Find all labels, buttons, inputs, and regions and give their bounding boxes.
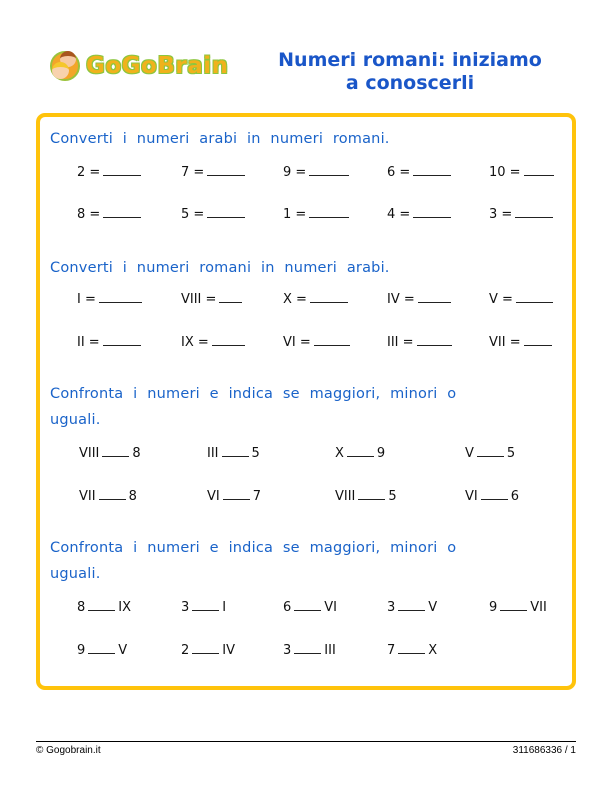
conversion-item xyxy=(181,163,245,180)
item-label: II = xyxy=(77,335,100,350)
comparison-blank[interactable] xyxy=(223,487,250,500)
footer-page-id: 311686336 / 1 xyxy=(512,745,576,756)
conversion-item xyxy=(387,333,452,350)
right-value: 8 xyxy=(132,446,141,461)
section-3-heading-cont: uguali. xyxy=(50,412,101,428)
right-value: VII xyxy=(530,600,547,615)
left-value: 3 xyxy=(181,600,190,615)
comparison-item xyxy=(283,598,337,615)
comparison-blank[interactable] xyxy=(192,598,219,611)
answer-blank[interactable] xyxy=(524,333,552,346)
answer-blank[interactable] xyxy=(417,333,452,346)
answer-blank[interactable] xyxy=(524,163,554,176)
answer-blank[interactable] xyxy=(314,333,350,346)
conversion-item xyxy=(489,163,554,180)
item-label: IX = xyxy=(181,335,209,350)
answer-blank[interactable] xyxy=(207,163,245,176)
conversion-item xyxy=(489,333,552,350)
conversion-item xyxy=(283,205,349,222)
conversion-item xyxy=(489,290,553,307)
left-value: 9 xyxy=(77,643,86,658)
conversion-item xyxy=(77,205,141,222)
item-label: III = xyxy=(387,335,414,350)
left-value: VI xyxy=(465,489,478,504)
comparison-blank[interactable] xyxy=(192,641,219,654)
comparison-blank[interactable] xyxy=(294,598,321,611)
section-4-heading: Confronta i numeri e indica se maggiori, minori o xyxy=(50,540,457,556)
section-4-heading-cont: uguali. xyxy=(50,566,101,582)
logo-text: GoGoBrain xyxy=(86,53,229,79)
left-value: 3 xyxy=(283,643,292,658)
conversion-item xyxy=(181,290,242,307)
comparison-item xyxy=(181,641,235,658)
right-value: IV xyxy=(222,643,236,658)
answer-blank[interactable] xyxy=(309,163,349,176)
right-value: V xyxy=(118,643,128,658)
right-value: IX xyxy=(118,600,132,615)
comparison-blank[interactable] xyxy=(358,487,385,500)
answer-blank[interactable] xyxy=(207,205,245,218)
conversion-item xyxy=(77,333,141,350)
conversion-item xyxy=(181,333,245,350)
item-label: V = xyxy=(489,292,513,307)
comparison-blank[interactable] xyxy=(398,598,425,611)
conversion-item xyxy=(77,290,142,307)
left-value: X xyxy=(335,446,344,461)
comparison-blank[interactable] xyxy=(88,641,115,654)
answer-blank[interactable] xyxy=(219,290,242,303)
left-value: 2 xyxy=(181,643,190,658)
section-2-heading: Converti i numeri romani in numeri arabi. xyxy=(50,260,390,276)
kids-faces-icon xyxy=(50,49,84,83)
page-title xyxy=(252,49,568,95)
answer-blank[interactable] xyxy=(515,205,553,218)
right-value: X xyxy=(428,643,438,658)
answer-blank[interactable] xyxy=(413,163,451,176)
conversion-item xyxy=(387,163,451,180)
item-label: 4 = xyxy=(387,207,411,222)
comparison-item xyxy=(335,444,385,461)
answer-blank[interactable] xyxy=(418,290,451,303)
right-value: 9 xyxy=(376,446,386,461)
left-value: VIII xyxy=(335,489,356,504)
answer-blank[interactable] xyxy=(103,333,141,346)
comparison-item xyxy=(77,598,131,615)
answer-blank[interactable] xyxy=(516,290,553,303)
item-label: 7 = xyxy=(181,165,205,180)
left-value: 9 xyxy=(489,600,498,615)
conversion-item xyxy=(283,290,348,307)
gogobrain-logo xyxy=(50,48,230,84)
section-3-heading: Confronta i numeri e indica se maggiori, minori o xyxy=(50,386,457,402)
comparison-item xyxy=(387,598,437,615)
section-1-heading: Converti i numeri arabi in numeri romani. xyxy=(50,131,390,147)
comparison-item xyxy=(79,487,137,504)
comparison-item xyxy=(465,444,515,461)
title-line-1: Numeri romani: iniziamo xyxy=(278,49,542,71)
comparison-blank[interactable] xyxy=(222,444,249,457)
conversion-item xyxy=(489,205,553,222)
comparison-blank[interactable] xyxy=(500,598,527,611)
item-label: VII = xyxy=(489,335,521,350)
item-label: VIII = xyxy=(181,292,217,307)
conversion-item xyxy=(387,205,451,222)
left-value: III xyxy=(207,446,219,461)
footer-divider xyxy=(36,741,576,742)
comparison-blank[interactable] xyxy=(88,598,115,611)
right-value: 8 xyxy=(128,489,137,504)
right-value: 7 xyxy=(252,489,262,504)
comparison-blank[interactable] xyxy=(477,444,504,457)
left-value: V xyxy=(465,446,474,461)
comparison-blank[interactable] xyxy=(398,641,425,654)
comparison-item xyxy=(207,487,261,504)
comparison-item xyxy=(181,598,226,615)
footer-copyright: © Gogobrain.it xyxy=(36,745,101,756)
answer-blank[interactable] xyxy=(310,290,348,303)
right-value: 5 xyxy=(388,489,397,504)
left-value: 3 xyxy=(387,600,396,615)
item-label: 3 = xyxy=(489,207,513,222)
comparison-item xyxy=(79,444,141,461)
comparison-blank[interactable] xyxy=(102,444,129,457)
comparison-item xyxy=(465,487,519,504)
title-line-2: a conoscerli xyxy=(345,72,475,94)
right-value: 6 xyxy=(510,489,520,504)
comparison-item xyxy=(207,444,260,461)
conversion-item xyxy=(283,163,349,180)
item-label: 2 = xyxy=(77,165,101,180)
item-label: 10 = xyxy=(489,165,521,180)
answer-blank[interactable] xyxy=(413,205,451,218)
answer-blank[interactable] xyxy=(309,205,349,218)
answer-blank[interactable] xyxy=(103,163,141,176)
item-label: I = xyxy=(77,292,96,307)
item-label: 9 = xyxy=(283,165,307,180)
answer-blank[interactable] xyxy=(103,205,141,218)
item-label: 6 = xyxy=(387,165,411,180)
comparison-blank[interactable] xyxy=(347,444,374,457)
right-value: III xyxy=(324,643,336,658)
right-value: 5 xyxy=(506,446,516,461)
item-label: 8 = xyxy=(77,207,101,222)
answer-blank[interactable] xyxy=(99,290,142,303)
left-value: VIII xyxy=(79,446,100,461)
item-label: VI = xyxy=(283,335,311,350)
comparison-item xyxy=(77,641,127,658)
left-value: VII xyxy=(79,489,96,504)
conversion-item xyxy=(283,333,350,350)
right-value: 5 xyxy=(251,446,260,461)
item-label: 5 = xyxy=(181,207,205,222)
item-label: 1 = xyxy=(283,207,307,222)
comparison-item xyxy=(335,487,397,504)
answer-blank[interactable] xyxy=(212,333,245,346)
comparison-item xyxy=(283,641,336,658)
item-label: X = xyxy=(283,292,307,307)
right-value: VI xyxy=(324,600,338,615)
comparison-blank[interactable] xyxy=(294,641,321,654)
comparison-item xyxy=(489,598,547,615)
conversion-item xyxy=(387,290,451,307)
left-value: VI xyxy=(207,489,220,504)
left-value: 6 xyxy=(283,600,292,615)
comparison-item xyxy=(387,641,437,658)
left-value: 7 xyxy=(387,643,396,658)
right-value: I xyxy=(222,600,227,615)
right-value: V xyxy=(428,600,438,615)
item-label: IV = xyxy=(387,292,415,307)
conversion-item xyxy=(77,163,141,180)
comparison-blank[interactable] xyxy=(99,487,126,500)
left-value: 8 xyxy=(77,600,86,615)
comparison-blank[interactable] xyxy=(481,487,508,500)
conversion-item xyxy=(181,205,245,222)
